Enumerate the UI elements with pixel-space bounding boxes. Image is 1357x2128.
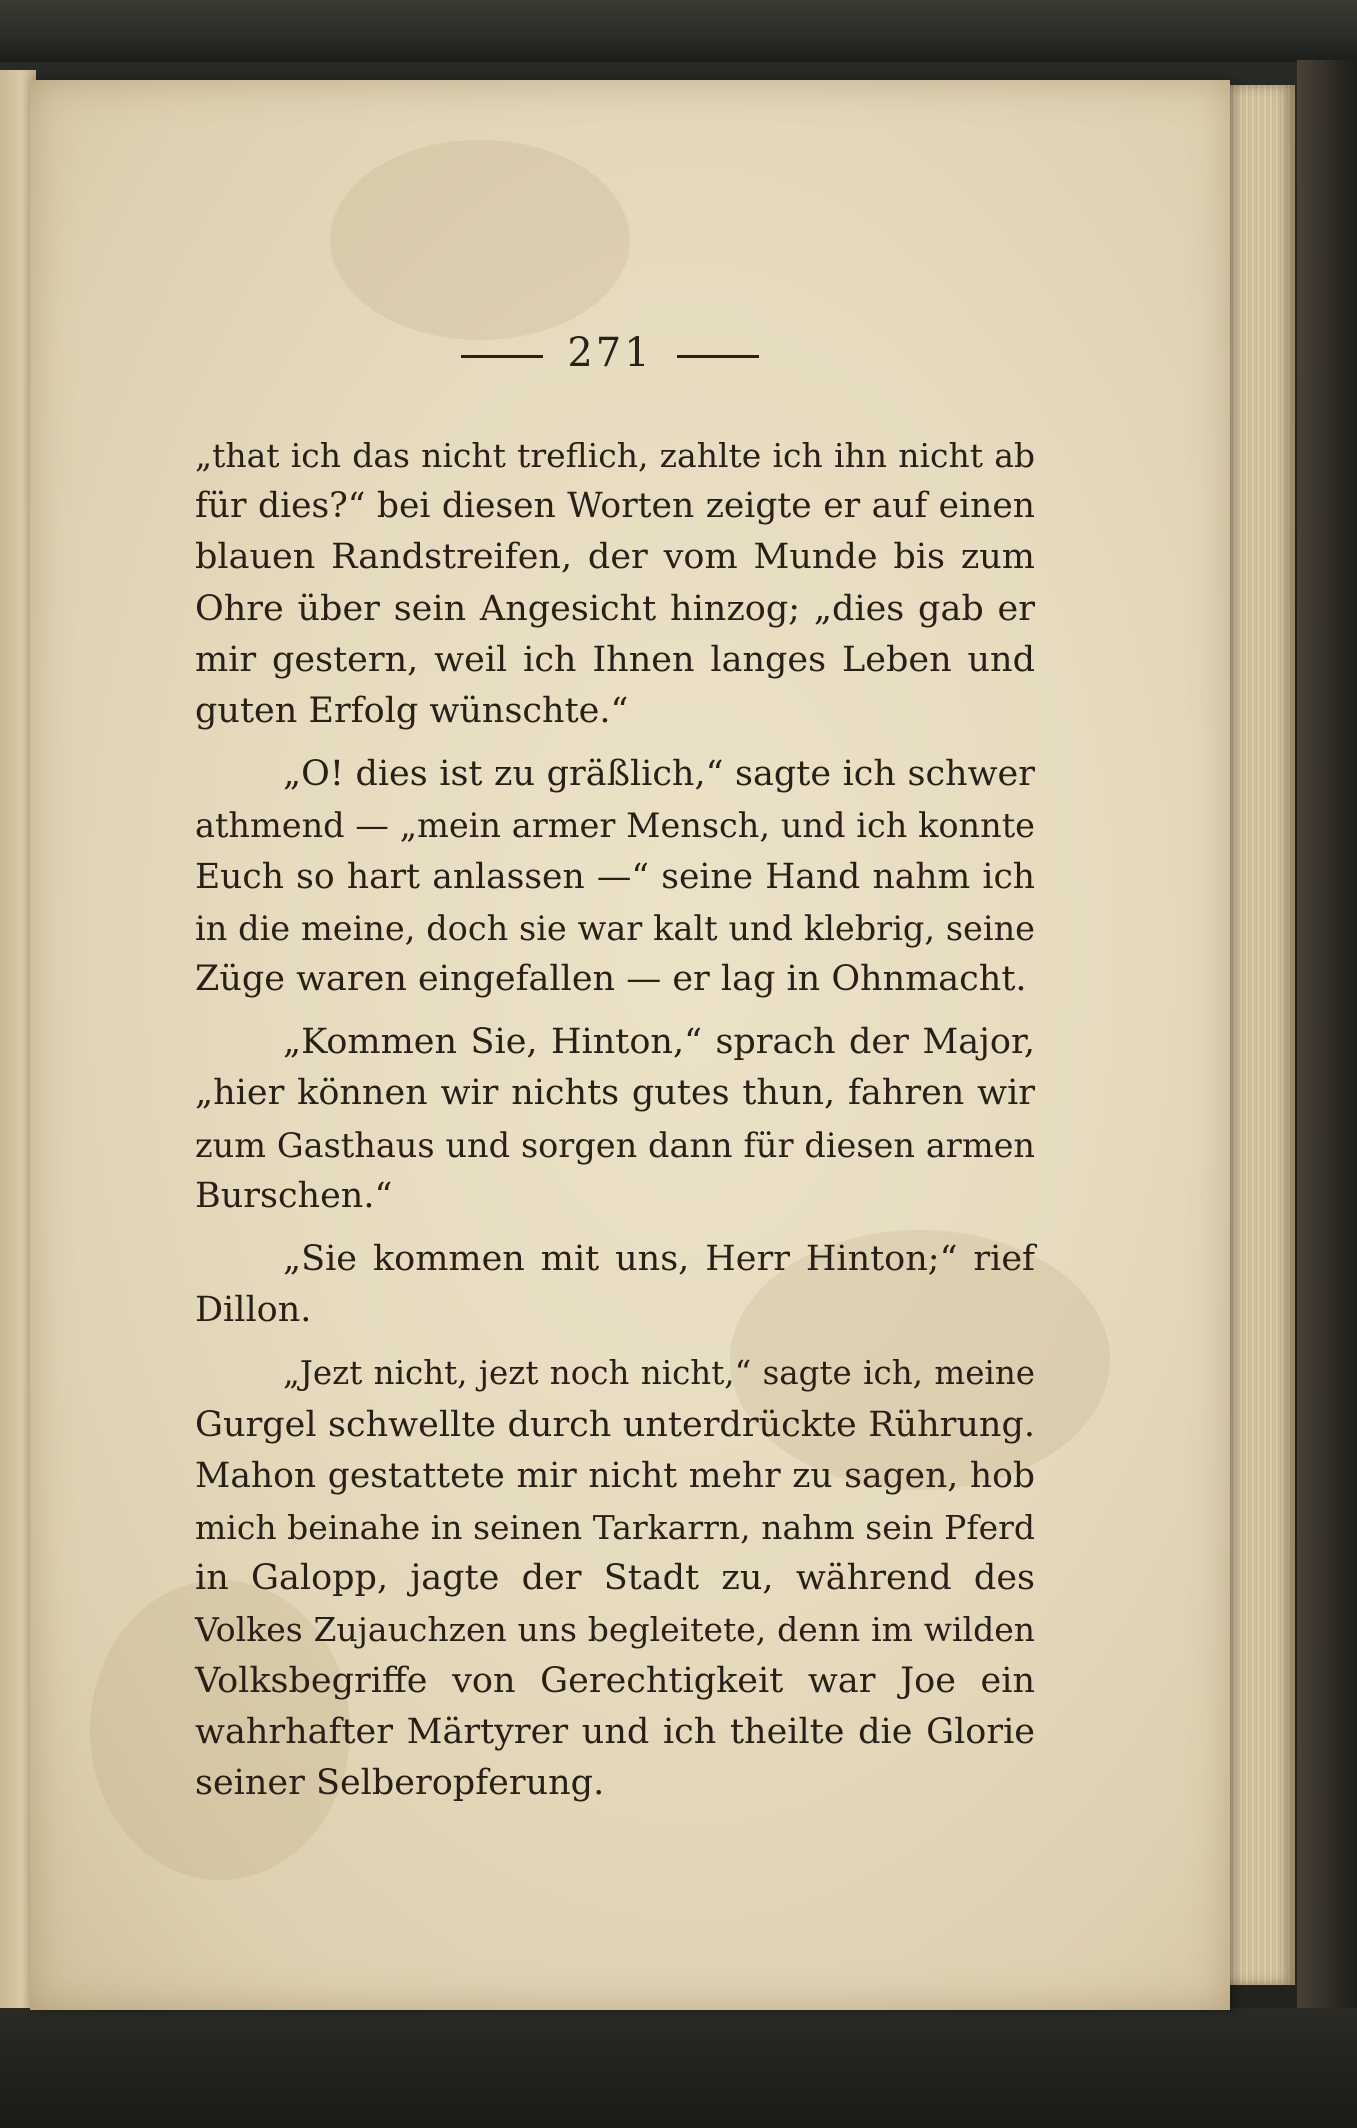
cover-bottom-edge [0,2008,1357,2128]
text-line: „Kommen Sie, Hinton,“ sprach der Major, [283,1022,1035,1063]
cover-right-edge [1297,60,1357,2060]
page-number [30,330,1190,376]
book-page [30,80,1230,2010]
page-number-value: 271 [567,330,653,376]
text-line: „that ich das nicht treflich, zahlte ich ihn nicht ab [195,436,1035,475]
text-line: Züge waren eingefallen — er lag in Ohnmacht. [195,959,1027,1000]
page-number-dash-left [461,355,543,358]
body-text [195,430,1035,1821]
text-line: „Sie kommen mit uns, Herr Hinton;“ rief [283,1239,1035,1280]
text-line: „Jezt nicht, jezt noch nicht,“ sagte ich, meine [283,1354,1035,1393]
text-line: Volkes Zujauchzen uns begleitete, denn im wilden [195,1610,1035,1650]
text-line: guten Erfolg wünschte.“ [195,691,629,732]
text-line: Dillon. [195,1290,312,1331]
text-line: für dies?“ bei diesen Worten zeigte er auf einen [195,486,1035,527]
text-line: Mahon gestattete mir nicht mehr zu sagen, hob [195,1455,1035,1496]
text-line: Burschen.“ [195,1175,393,1216]
text-line: in Galopp, jagte der Stadt zu, während des [195,1558,1035,1599]
text-line: athmend — „mein armer Mensch, und ich konnte [195,806,1035,846]
text-line: „hier können wir nichts gutes thun, fahren wir [195,1073,1035,1114]
text-line: Gurgel schwellte durch unterdrückte Rührung. [195,1404,1035,1445]
paragraph [195,1234,1035,1336]
page-number-dash-right [677,355,759,358]
text-line: wahrhafter Märtyrer und ich theilte die Glorie [195,1711,1035,1752]
cover-top-edge [0,0,1357,62]
text-line: blauen Randstreifen, der vom Munde bis zum [195,537,1035,578]
text-line: Ohre über sein Angesicht hinzog; „dies gab er [195,588,1035,629]
paragraph [195,749,1035,1005]
paper-stain [330,140,630,340]
text-line: mir gestern, weil ich Ihnen langes Leben und [195,639,1035,680]
text-line: seiner Selberopferung. [195,1763,605,1804]
paragraph [195,430,1035,737]
paragraph [195,1017,1035,1222]
text-line: Euch so hart anlassen —“ seine Hand nahm ich [195,856,1035,897]
page-stack-edge [1225,85,1295,1985]
text-line: zum Gasthaus und sorgen dann für diesen armen [195,1125,1035,1165]
text-line: Volksbegriffe von Gerechtigkeit war Joe ein [195,1660,1035,1701]
text-line: „O! dies ist zu gräßlich,“ sagte ich schwer [283,754,1035,795]
text-line: in die meine, doch sie war kalt und klebrig, seine [195,908,1035,948]
text-line: mich beinahe in seinen Tarkarrn, nahm sein Pferd [195,1508,1035,1548]
paragraph [195,1348,1035,1809]
